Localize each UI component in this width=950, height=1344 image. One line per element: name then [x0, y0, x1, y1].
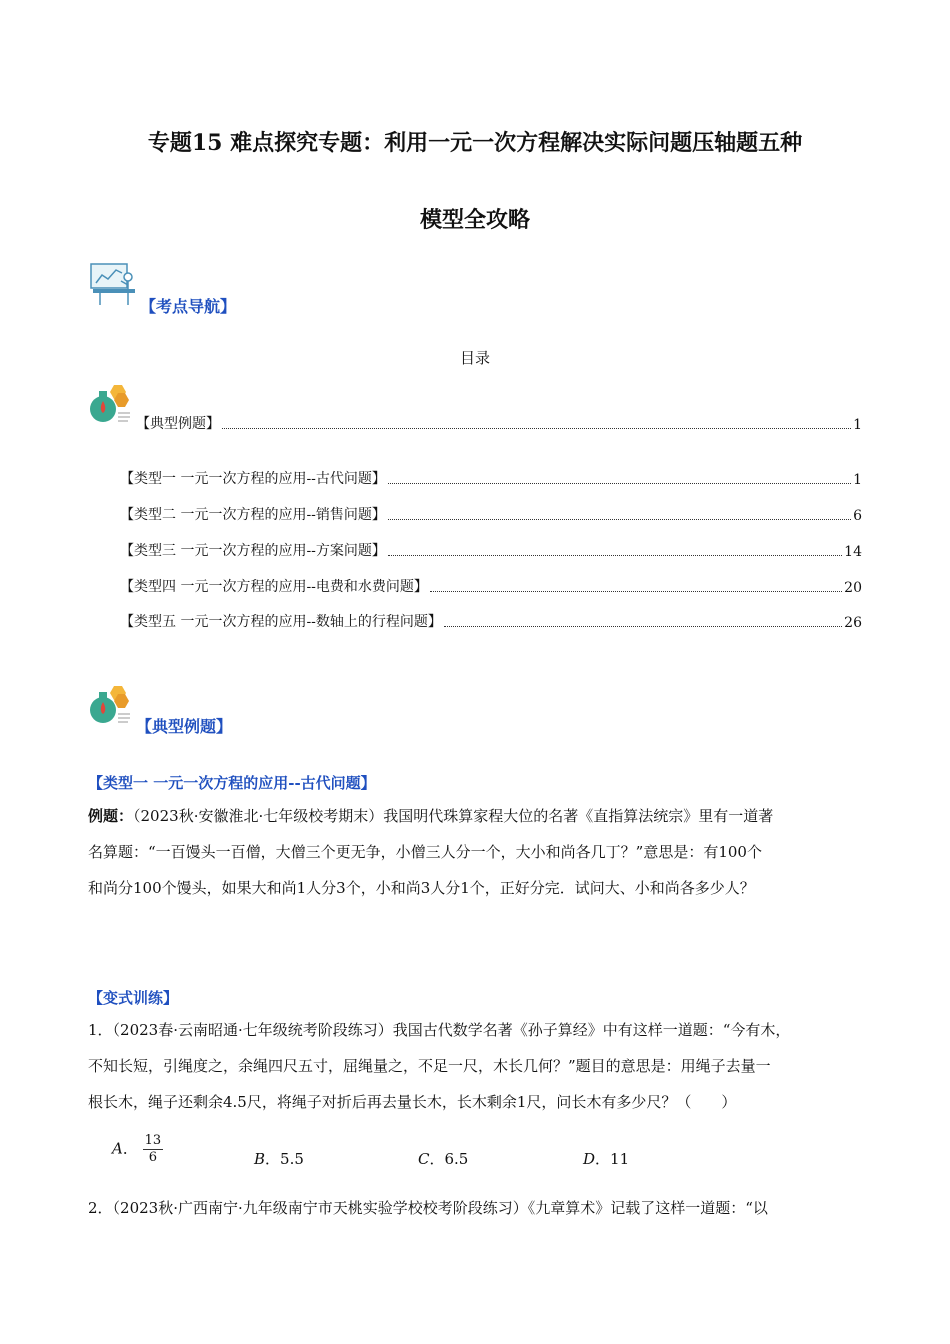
option-d[interactable]: D．11: [583, 1150, 630, 1168]
option-letter: C: [418, 1150, 430, 1168]
option-letter: D: [583, 1150, 596, 1168]
nav-label: 【考点导航】: [140, 297, 237, 316]
question-2: [88, 1190, 868, 1226]
page-title-line2: 模型全攻略: [419, 207, 530, 233]
page-title-line1: 专题15 难点探究专题：利用一元一次方程解决实际问题压轴题五种: [147, 130, 803, 156]
toc-item[interactable]: [120, 540, 862, 560]
q1-line1: 1．（2023春·云南昭通·七年级统考阶段练习）我国古代数学名著《孙子算经》中有这样一道题：“今有木，: [88, 1021, 791, 1039]
toc-item-page: 1: [853, 417, 862, 433]
toc-item-page: 26: [844, 615, 862, 631]
toc-leader: [222, 427, 851, 429]
fraction-numerator: 13: [144, 1133, 162, 1148]
option-c[interactable]: C．6.5: [418, 1150, 469, 1168]
type1-heading: 【类型一 一元一次方程的应用--古代问题】: [88, 774, 376, 792]
toc-item-page: 20: [844, 580, 862, 596]
examples-section-label: 【典型例题】: [136, 717, 233, 736]
option-value: 6.5: [444, 1150, 469, 1168]
option-b[interactable]: B．5.5: [254, 1150, 304, 1168]
q1-line2: 不知长短，引绳度之，余绳四尺五寸，屈绳量之，不足一尺，木长几何？”题目的意思是：用绳子去量一: [88, 1057, 771, 1075]
question-1: [88, 1012, 868, 1120]
toc-item[interactable]: [136, 413, 862, 433]
example-prefix: 例题：: [88, 807, 134, 825]
option-letter: A: [112, 1139, 123, 1158]
example-line1: （2023秋·安徽淮北·七年级校考期末）我国明代珠算家程大位的名著《直指算法统宗》里有一道著: [133, 807, 774, 825]
toc-leader: [430, 590, 842, 592]
teacher-board-icon: [88, 261, 138, 307]
toc-item-label: 【典型例题】: [136, 416, 220, 432]
toc-item-label: 【类型二 一元一次方程的应用--销售问题】: [120, 507, 386, 523]
toc-item[interactable]: [120, 468, 862, 488]
practice-heading: 【变式训练】: [88, 989, 179, 1007]
flask-icon: [88, 682, 132, 726]
toc-item-label: 【类型四 一元一次方程的应用--电费和水费问题】: [120, 579, 428, 595]
toc-leader: [388, 482, 851, 484]
toc-leader: [388, 518, 851, 520]
option-a[interactable]: A． $\frac{13}{6}$: [112, 1133, 162, 1165]
toc-item[interactable]: [120, 611, 862, 631]
toc-item-label: 【类型一 一元一次方程的应用--古代问题】: [120, 471, 386, 487]
option-value: 11: [610, 1150, 630, 1168]
toc-item-label: 【类型三 一元一次方程的应用--方案问题】: [120, 543, 386, 559]
toc-item[interactable]: [120, 576, 862, 596]
example-line2: 名算题：“一百馒头一百僧，大僧三个更无争，小僧三人分一个，大小和尚各几丁？”意思是：有100个: [88, 843, 762, 861]
toc-item[interactable]: [120, 504, 862, 524]
fraction: [143, 1133, 164, 1166]
example-line3: 和尚分100个馒头，如果大和尚1人分3个，小和尚3人分1个，正好分完．试问大、小和尚各多少人？: [88, 879, 755, 897]
toc-leader: [444, 625, 842, 627]
example-paragraph: [88, 798, 868, 906]
toc-heading: 目录: [459, 349, 490, 367]
toc-item-page: 6: [853, 508, 862, 524]
fraction-denominator: 6: [148, 1150, 158, 1165]
toc-leader: [388, 554, 842, 556]
option-letter: B: [254, 1150, 266, 1168]
option-value: 5.5: [280, 1150, 304, 1168]
q2-line1: 2．（2023秋·广西南宁·九年级南宁市天桃实验学校校考阶段练习）《九章算术》记载了这样一道题：“以: [88, 1199, 768, 1217]
toc-item-page: 14: [844, 544, 862, 560]
q1-line3: 根长木，绳子还剩余4.5尺，将绳子对折后再去量长木，长木剩余1尺，问长木有多少尺？（ ）: [88, 1093, 737, 1111]
toc-item-label: 【类型五 一元一次方程的应用--数轴上的行程问题】: [120, 614, 442, 630]
flask-icon: [88, 381, 132, 425]
toc-item-page: 1: [853, 472, 862, 488]
